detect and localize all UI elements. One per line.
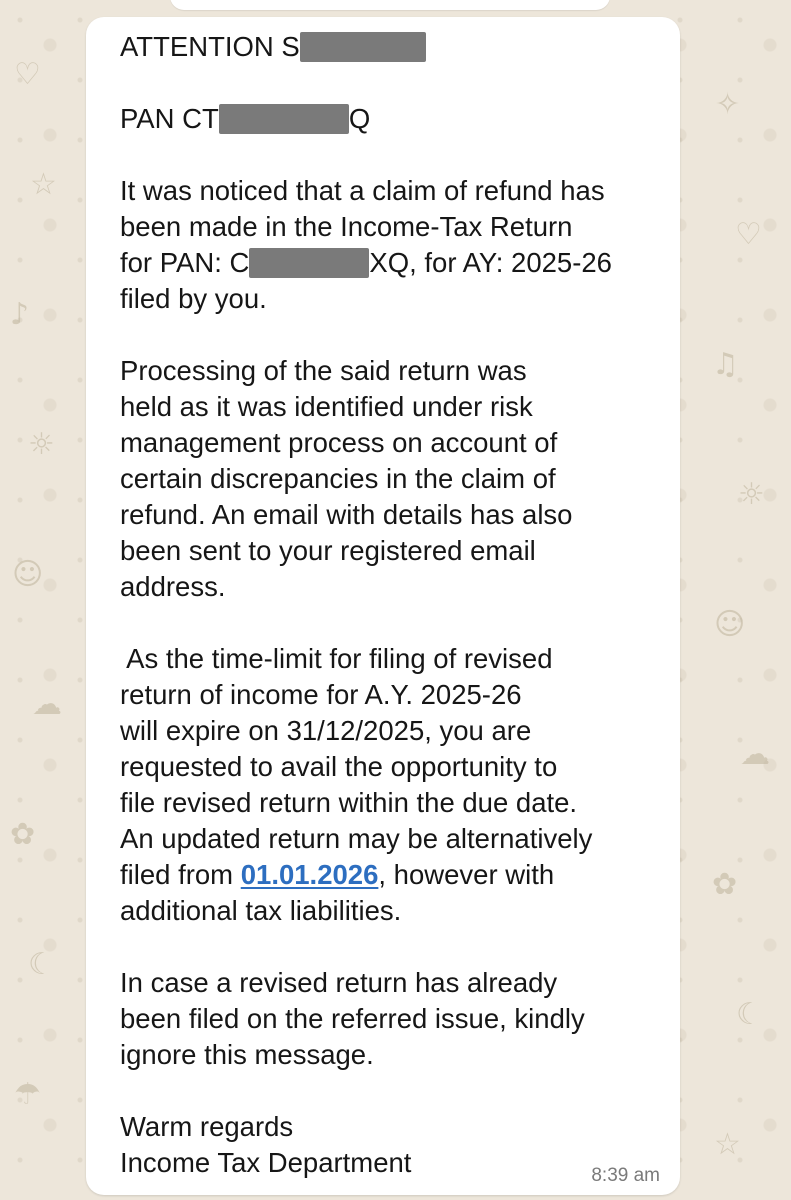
signature-line: Income Tax Department — [120, 1147, 412, 1178]
sun-doodle-icon: ☼ — [738, 477, 765, 512]
paragraph-line: refund. An email with details has also — [120, 499, 573, 530]
greeting-text: ATTENTION S — [120, 31, 300, 62]
flower-doodle-icon: ✿ — [712, 867, 738, 902]
heart-doodle-icon: ♡ — [735, 217, 762, 252]
date-prefix: filed from — [120, 859, 241, 890]
smiley-doodle-icon: ☺ — [12, 557, 44, 592]
pan-inline-suffix: XQ, for AY: 2025-26 — [369, 247, 612, 278]
music-doodle-icon: ♪ — [10, 297, 30, 332]
pan-prefix: PAN CT — [120, 103, 219, 134]
paragraph-line: been filed on the referred issue, kindly — [120, 1003, 585, 1034]
sun-doodle-icon: ☼ — [28, 427, 55, 462]
moon-doodle-icon: ☾ — [28, 947, 55, 982]
music-doodle-icon: ♫ — [712, 347, 739, 382]
date-suffix: , however with — [378, 859, 555, 890]
star-doodle-icon: ☆ — [30, 167, 57, 202]
smiley-doodle-icon: ☺ — [714, 607, 746, 642]
paragraph-line — [120, 245, 665, 281]
umbrella-doodle-icon: ☂ — [14, 1077, 41, 1112]
paragraph-line — [120, 857, 665, 893]
paragraph-line: file revised return within the due date. — [120, 787, 578, 818]
cloud-doodle-icon: ☁ — [740, 737, 770, 772]
cloud-doodle-icon: ☁ — [32, 687, 62, 722]
paragraph-line: certain discrepancies in the claim of — [120, 463, 556, 494]
previous-message-bubble[interactable] — [170, 0, 610, 10]
paragraph-line: return of income for A.Y. 2025-26 — [120, 679, 522, 710]
greeting-line — [120, 29, 665, 65]
message-bubble[interactable] — [86, 17, 680, 1195]
pan-inline-prefix: for PAN: C — [120, 247, 250, 278]
pan-suffix: Q — [348, 103, 371, 134]
moon-doodle-icon: ☾ — [736, 997, 763, 1032]
redacted-pan-inline — [249, 248, 369, 278]
pan-line — [120, 101, 665, 137]
redacted-pan — [219, 104, 349, 134]
paragraph-line: been made in the Income-Tax Return — [120, 211, 573, 242]
paragraph-line: filed by you. — [120, 283, 267, 314]
flower-doodle-icon: ✿ — [10, 817, 36, 852]
paragraph-line: In case a revised return has already — [120, 967, 558, 998]
date-link[interactable]: 01.01.2026 — [240, 859, 379, 890]
paragraph-line: requested to avail the opportunity to — [120, 751, 558, 782]
redacted-name — [300, 32, 426, 62]
signature-line: Warm regards — [120, 1111, 294, 1142]
paragraph-line: It was noticed that a claim of refund has — [120, 175, 605, 206]
message-text — [120, 29, 665, 1181]
paragraph-line: additional tax liabilities. — [120, 895, 402, 926]
paragraph-line: An updated return may be alternatively — [120, 823, 593, 854]
paragraph-line: As the time-limit for filing of revised — [120, 643, 553, 674]
paragraph-line: Processing of the said return was — [120, 355, 527, 386]
star-doodle-icon: ☆ — [714, 1127, 741, 1162]
heart-doodle-icon: ♡ — [14, 57, 41, 92]
message-timestamp: 8:39 am — [591, 1165, 660, 1186]
paragraph-line: ignore this message. — [120, 1039, 374, 1070]
paragraph-line: address. — [120, 571, 226, 602]
paragraph-line: been sent to your registered email — [120, 535, 536, 566]
paragraph-line: management process on account of — [120, 427, 558, 458]
star-doodle-icon: ✧ — [715, 87, 741, 122]
paragraph-line: held as it was identified under risk — [120, 391, 533, 422]
paragraph-line: will expire on 31/12/2025, you are — [120, 715, 532, 746]
